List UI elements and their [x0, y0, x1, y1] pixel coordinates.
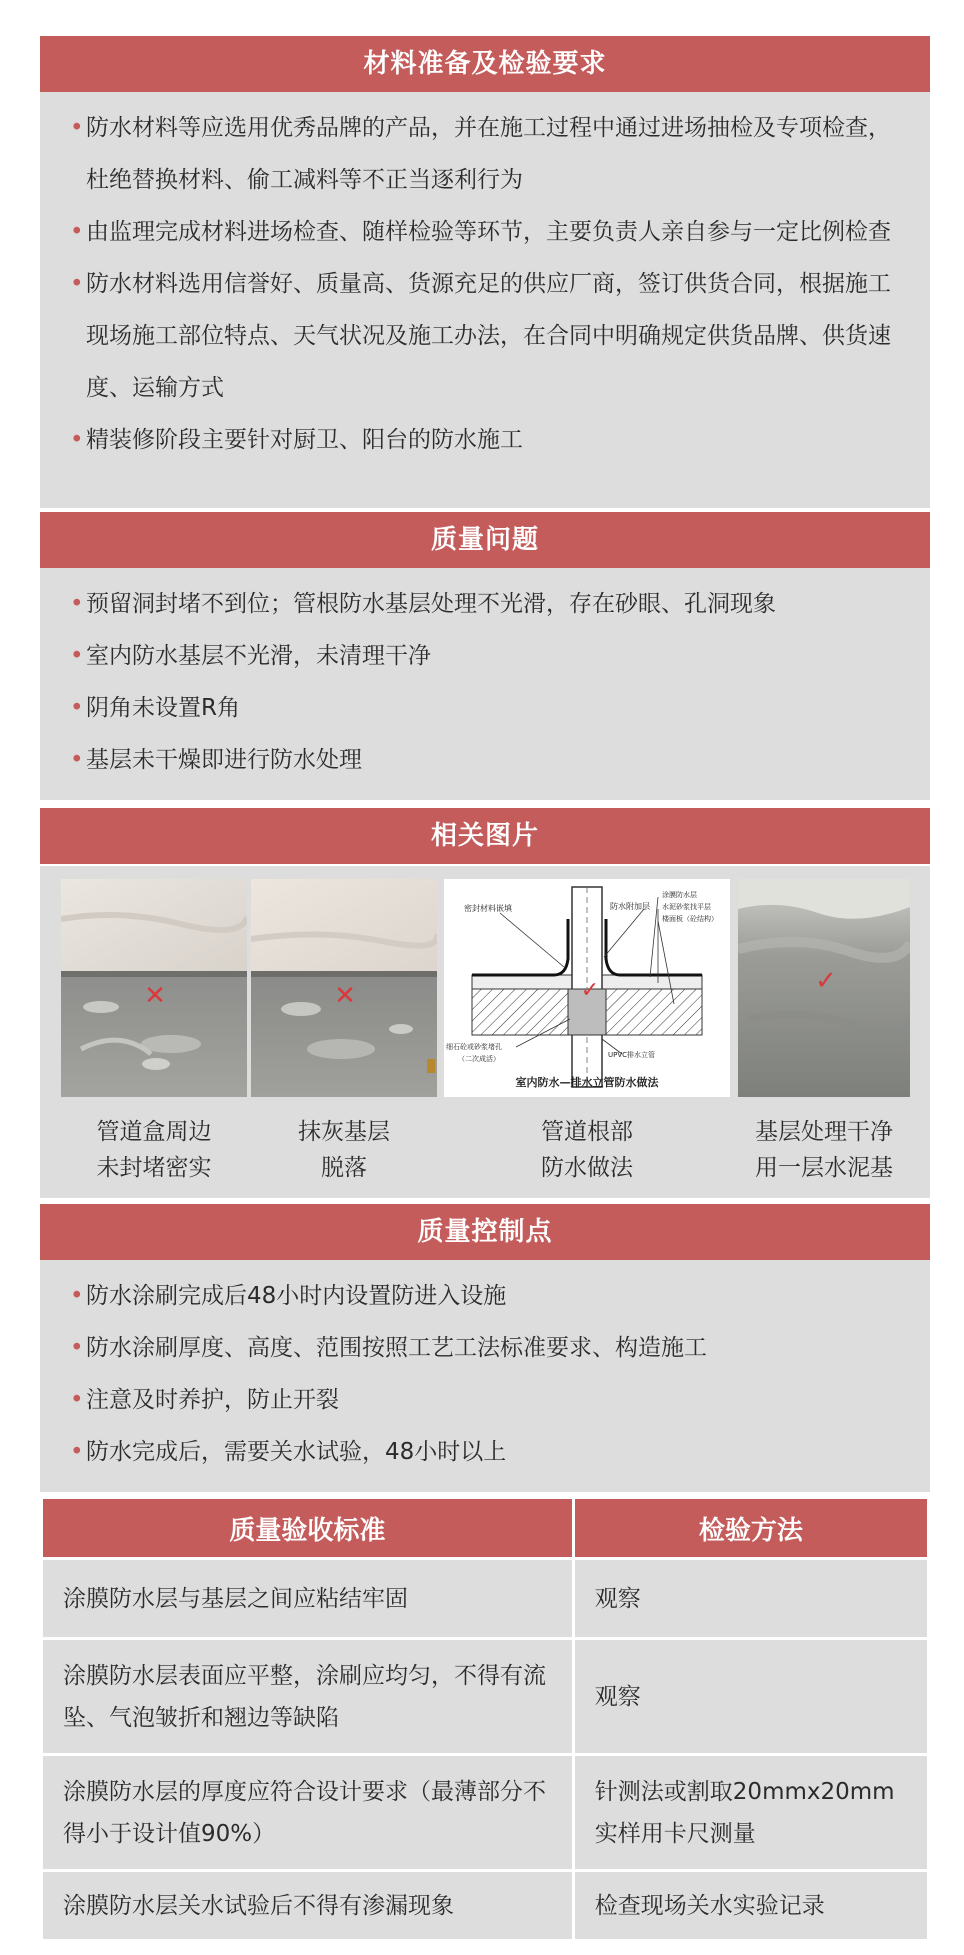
photo-plaster: [251, 879, 437, 1097]
acceptance-table: [40, 1496, 930, 1942]
table-row: [42, 1871, 929, 1941]
section-title-materials: 材料准备及检验要求: [40, 36, 930, 92]
section-title-problems: 质量问题: [40, 512, 930, 568]
problems-list: [40, 568, 930, 800]
list-item: • 室内防水基层不光滑，未清理干净: [70, 630, 900, 682]
list-item: • 防水材料等应选用优秀品牌的产品，并在施工过程中通过进场抽检及专项检查，杜绝替换材料、偷工减料等不正当逐利行为: [70, 102, 900, 206]
table-cell: 涂膜防水层表面应平整，涂刷应均匀，不得有流坠、气泡皱折和翘边等缺陷: [42, 1639, 574, 1755]
table-cell: 针测法或割取20mmx20mm实样用卡尺测量: [573, 1755, 928, 1871]
materials-list: [40, 92, 930, 508]
diagram-caption: 室内防水—排水立管防水做法: [515, 1076, 659, 1089]
check-mark-icon: ✓: [815, 966, 837, 996]
picture-caption: 管道盒周边 未封堵密实: [96, 1119, 212, 1181]
list-item: • 注意及时养护，防止开裂: [70, 1374, 900, 1426]
picture-caption: 基层处理干净 用一层水泥基: [755, 1119, 893, 1181]
table-row: [42, 1559, 929, 1639]
list-item: • 预留洞封堵不到位；管根防水基层处理不光滑，存在砂眼、孔洞现象: [70, 578, 900, 630]
control-list: [40, 1260, 930, 1492]
section-title-control: 质量控制点: [40, 1204, 930, 1260]
diagram-label: 密封材料嵌填: [464, 904, 512, 913]
list-item: • 阴角未设置R角: [70, 682, 900, 734]
check-mark-icon: ✓: [580, 978, 600, 1003]
table-header: 质量验收标准: [42, 1498, 574, 1559]
diagram-label: 防水附加层: [610, 902, 650, 911]
cross-mark-icon: ✕: [144, 981, 166, 1011]
list-item: • 由监理完成材料进场检查、随样检验等环节，主要负责人亲自参与一定比例检查: [70, 206, 900, 258]
picture-caption: 抹灰基层 脱落: [298, 1119, 390, 1181]
table-cell: 涂膜防水层的厚度应符合设计要求（最薄部分不得小于设计值90%）: [42, 1755, 574, 1871]
diagram-label: 涂膜防水层: [662, 891, 697, 899]
list-item: • 精装修阶段主要针对厨卫、阳台的防水施工: [70, 414, 900, 466]
list-item: • 防水涂刷完成后48小时内设置防进入设施: [70, 1270, 900, 1322]
list-item: • 基层未干燥即进行防水处理: [70, 734, 900, 786]
table-row: [42, 1755, 929, 1871]
list-item: • 防水材料选用信誉好、质量高、货源充足的供应厂商，签订供货合同，根据施工现场施工部位特点、天气状况及施工办法，在合同中明确规定供货品牌、供货速度、运输方式: [70, 258, 900, 414]
table-row: [42, 1639, 929, 1755]
diagram-label: 楼面板（砼结构）: [662, 915, 718, 923]
table-cell: 涂膜防水层与基层之间应粘结牢固: [42, 1559, 574, 1639]
list-item: • 防水涂刷厚度、高度、范围按照工艺工法标准要求、构造施工: [70, 1322, 900, 1374]
table-cell: 观察: [573, 1639, 928, 1755]
section-title-pictures: 相关图片: [40, 808, 930, 864]
table-cell: 观察: [573, 1559, 928, 1639]
pipe-waterproof-diagram: [444, 879, 730, 1097]
photo-pipe-box: [61, 879, 247, 1097]
diagram-label: 水泥砂浆找平层: [662, 903, 711, 911]
cross-mark-icon: ✕: [334, 981, 356, 1011]
table-cell: 涂膜防水层关水试验后不得有渗漏现象: [42, 1871, 574, 1941]
pictures-panel: [40, 866, 930, 1198]
diagram-label: UPVC排水立管: [608, 1051, 656, 1059]
table-cell: 检查现场关水实验记录: [573, 1871, 928, 1941]
list-item: • 防水完成后，需要关水试验，48小时以上: [70, 1426, 900, 1478]
picture-caption: 管道根部 防水做法: [541, 1119, 633, 1181]
diagram-label: （二次成活）: [458, 1055, 500, 1063]
photo-clean-base: [738, 879, 910, 1097]
diagram-label: 细石砼或砂浆堵孔: [446, 1043, 502, 1051]
table-header: 检验方法: [573, 1498, 928, 1559]
